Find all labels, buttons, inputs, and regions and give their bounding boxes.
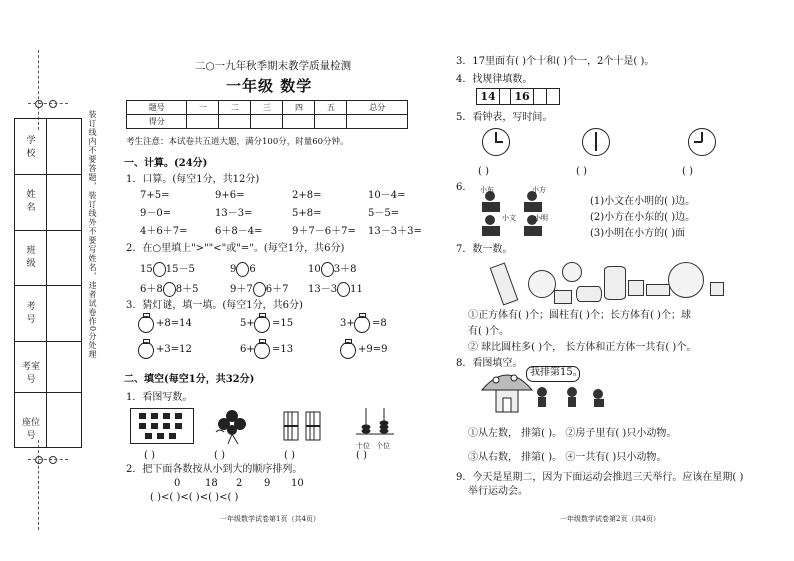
order-blanks[interactable]: ( )<( )<( )<( )<( ) [150, 492, 239, 503]
child-name: 小方 [532, 186, 546, 194]
riddle-text: =8 [372, 318, 387, 329]
sphere-shape [528, 270, 556, 298]
binding-notice: 装订线内不要答题，装订线外不要写姓名，违者试卷作0分处理 [88, 110, 97, 360]
lantern-blank[interactable] [254, 342, 270, 359]
q6-item: (2)小方在小东的( )边。 [590, 212, 696, 223]
child-name: 小明 [534, 214, 548, 222]
flower-bunch-icon [210, 406, 260, 446]
oral-item: 13－3＋3= [368, 226, 422, 237]
compare-circle[interactable] [321, 262, 334, 277]
q9-text: 9．今天是星期二，因为下面运动会推迟三天举行。应该在星期( ) [456, 472, 744, 483]
compare-right: 11 [350, 284, 363, 295]
seq-box-blank[interactable] [546, 88, 560, 105]
riddle-text: 5+ [240, 318, 255, 329]
score-cell[interactable] [251, 115, 283, 129]
riddle-text: 3+ [340, 318, 355, 329]
riddle-text: 6+ [240, 344, 255, 355]
seq-box-blank[interactable] [533, 88, 547, 105]
clock-icon [688, 128, 716, 156]
clock-icon [582, 128, 610, 156]
q2-title: 2．在○里填上">""<"或"="。(每空1分，共6分) [126, 243, 345, 254]
clock-icon [482, 128, 510, 156]
q4-title: 4．找规律填数。 [456, 74, 533, 85]
compare-right: 15－5 [165, 264, 195, 275]
cuboid-shape [646, 284, 670, 296]
oral-item: 9＋7－6＋7= [292, 226, 356, 237]
exam-notice: 考生注意：本试卷共五道大题，满分100分，时量60分钟。 [126, 137, 349, 147]
cuboid-shape [490, 262, 519, 305]
lantern-blank[interactable] [138, 342, 154, 359]
student-info-strip [14, 118, 82, 448]
compare-circle[interactable] [253, 282, 266, 297]
clock-answer[interactable]: ( ) [478, 166, 489, 177]
answer-blank[interactable]: ( ) [214, 450, 225, 461]
answer-blank[interactable]: ( ) [356, 450, 367, 461]
s2-q2-title: 2．把下面各数按从小到大的顺序排列。 [126, 464, 303, 475]
score-row-label: 得分 [127, 115, 187, 129]
q3-title: 3．猜灯谜，填一填。(每空1分，共6分) [126, 300, 303, 311]
section2-title: 二、填空(每空1分，共32分) [124, 374, 255, 385]
exam-room-label: 考室号 [21, 362, 40, 385]
score-header-cell: 总分 [347, 101, 408, 115]
score-header-cell: 一 [187, 101, 219, 115]
riddle-text: =15 [272, 318, 294, 329]
q6-label: 6． [456, 182, 473, 193]
compare-right: 6 [249, 264, 256, 275]
score-table [126, 100, 408, 129]
q3-text: 3．17里面有( )个十和( )个一，2个十是( )。 [456, 56, 655, 67]
cylinder-shape [576, 286, 602, 302]
footer-left: 一年级数学试卷第1页（共4页） [220, 515, 320, 523]
score-cell[interactable] [283, 115, 315, 129]
q6-item: (1)小文在小明的( )边。 [590, 196, 696, 207]
subject-title: 一年级 数学 [226, 77, 313, 95]
compare-left: 15 [140, 264, 153, 275]
lantern-blank[interactable] [138, 316, 154, 333]
child-name: 小文 [502, 214, 516, 222]
cube-shape [710, 282, 724, 296]
flag-grid-picture [130, 408, 194, 444]
name-label: 姓 名 [26, 190, 45, 213]
cylinder-shape [604, 266, 626, 300]
score-cell[interactable] [315, 115, 347, 129]
score-header-cell: 二 [219, 101, 251, 115]
footer-right: 一年级数学试卷第2页（共4页） [560, 515, 660, 523]
number-item: 2 [236, 478, 243, 489]
compare-left: 13－3 [308, 284, 338, 295]
answer-blank[interactable]: ( ) [284, 450, 295, 461]
score-header-cell: 五 [315, 101, 347, 115]
compare-left: 6＋8 [140, 284, 163, 295]
compare-left: 9 [230, 264, 237, 275]
cube-shape [554, 290, 572, 304]
speech-text: 我排第15。 [530, 367, 583, 378]
flags-icon [131, 409, 193, 443]
compare-left: 10 [308, 264, 321, 275]
q7-line1b: 有( )个。 [468, 326, 509, 337]
sphere-shape [668, 262, 704, 298]
oral-item: 4＋6＋7= [140, 226, 188, 237]
q6-item: (3)小明在小方的( )面 [590, 228, 686, 239]
score-header-cell: 三 [251, 101, 283, 115]
score-cell[interactable] [187, 115, 219, 129]
compare-circle[interactable] [163, 282, 176, 297]
riddle-text: =13 [272, 344, 294, 355]
clock-answer[interactable]: ( ) [576, 166, 587, 177]
oral-item: 5－5= [368, 208, 400, 219]
seq-box: 16 [510, 88, 534, 105]
oral-item: 10－4= [368, 190, 406, 201]
q7-title: 7．数一数。 [456, 244, 513, 255]
compare-left: 9＋7 [230, 284, 253, 295]
q5-title: 5．看钟表，写时间。 [456, 112, 553, 123]
number-item: 0 [174, 478, 181, 489]
clock-answer[interactable]: ( ) [682, 166, 693, 177]
oral-item: 5+8= [292, 208, 322, 219]
child-name: 小东 [480, 186, 494, 194]
oral-item: 6＋8－4= [215, 226, 263, 237]
abacus-ones-label: 个位 [376, 442, 390, 450]
compare-circle[interactable] [337, 282, 350, 297]
q8-title: 8．看图填空。 [456, 358, 523, 369]
score-cell[interactable] [347, 115, 408, 129]
cube-shape [628, 280, 644, 296]
class-label: 班 级 [26, 246, 45, 269]
school-label: 学 校 [26, 136, 45, 159]
riddle-text: +3=12 [156, 344, 192, 355]
animals-line-icon [532, 384, 612, 412]
q7-line1: ①正方体有( )个；圆柱有( )个；长方体有( )个；球 [468, 310, 691, 321]
section1-title: 一、计算。(24分) [124, 158, 208, 169]
seat-number-label: 座位号 [21, 418, 40, 441]
compare-circle[interactable] [236, 262, 249, 277]
oral-item: 13－3= [215, 208, 253, 219]
compare-circle[interactable] [153, 262, 166, 277]
compare-right: 6＋7 [265, 284, 289, 295]
lantern-blank[interactable] [340, 342, 356, 359]
oral-item: 9+6= [215, 190, 245, 201]
compare-right: 8＋5 [175, 284, 199, 295]
compare-right: 3＋8 [333, 264, 357, 275]
score-header-cell: 题号 [127, 101, 187, 115]
oral-item: 9－0= [140, 208, 172, 219]
info-fill-column[interactable] [48, 120, 79, 446]
score-cell[interactable] [219, 115, 251, 129]
abacus-tens-label: 十位 [356, 442, 370, 450]
riddle-text: +9=9 [358, 344, 388, 355]
stick-bundles-icon [280, 408, 326, 444]
exam-number-label: 考 号 [26, 302, 45, 325]
q1-title: 1．口算。(每空1分，共12分) [126, 174, 260, 185]
oral-item: 2+8= [292, 190, 322, 201]
riddle-text: +8=14 [156, 318, 192, 329]
s2-q1-title: 1．看图写数。 [126, 392, 193, 403]
lantern-blank[interactable] [254, 316, 270, 333]
number-item: 18 [205, 478, 218, 489]
q8-line2: ③从右数， 排第( )。 ④一共有( )只小动物。 [468, 452, 667, 463]
oral-item: 7+5= [140, 190, 170, 201]
abacus-icon [352, 404, 398, 440]
score-header-cell: 四 [283, 101, 315, 115]
exam-title: 二○一九年秋季期末教学质量检测 [195, 60, 352, 72]
number-item: 9 [264, 478, 271, 489]
number-item: 10 [291, 478, 304, 489]
sphere-shape [562, 262, 582, 282]
q8-line1: ①从左数， 排第( )。 ②房子里有( )只小动物。 [468, 428, 677, 439]
q9-text-cont: 举行运动会。 [468, 486, 528, 497]
answer-blank[interactable]: ( ) [144, 450, 155, 461]
lantern-blank[interactable] [354, 316, 370, 333]
seq-box: 14 [476, 88, 500, 105]
q7-line2: ② 球比圆柱多( )个， 长方体和正方体一共有( )个。 [468, 342, 697, 353]
